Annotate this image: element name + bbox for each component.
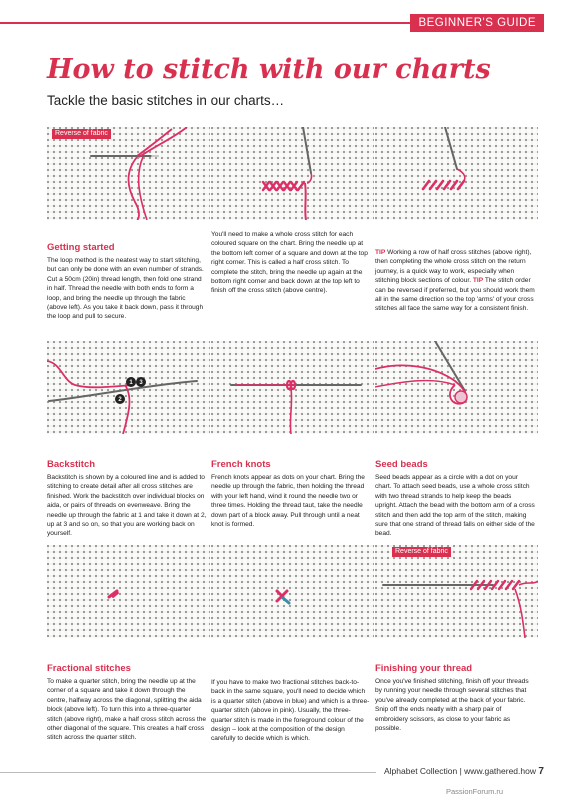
- step-badge: [126, 377, 136, 387]
- watermark: PassionForum.ru: [446, 787, 504, 796]
- heading-french-knots: French knots: [211, 459, 271, 470]
- body-finishing: Once you've finished stitching, finish off your threads by running your needle through several stitches that you've already completed at the back of your fabric. Snip off the ends neatly with a sharp pair of embroidery scissors, as close to your fabric as possible.: [375, 678, 529, 733]
- body-getting-started: The loop method is the neatest way to start stitching, but can only be done with an even number of strands. Cut a 50cm (20in) thread length, then fold one strand in half. Thread the needle with both ends to form a loop, and bring the needle up through the fabric (above left). As you take it back down, pass it through the loop and pull to secure.: [47, 257, 204, 321]
- body-french-knots: French knots appear as dots on your chart. Bring the needle up through the fabric, then holding the thread with your left hand, wind it round the needle two or three times. Holding the thread taut, take the needle down part of a block away. Pull through until a neat knot is formed.: [211, 474, 365, 529]
- tip-label: TIP: [472, 277, 484, 285]
- svg-text:3: 3: [139, 380, 143, 387]
- heading-seed-beads: Seed beads: [375, 459, 428, 470]
- page-title: How to stitch with our charts: [47, 54, 491, 85]
- footer-credit: Alphabet Collection | www.gathered.how: [384, 766, 536, 776]
- body-fractional: To make a quarter stitch, bring the needle up at the corner of a square and take it down through the centre, halfway across the diagonal, splitting the aida block (above left). To turn this into a three-quarter stitch (above right), make a half cross stitch across the other diagonal of the square. This creates a half cross stitch across the quarter stitch.: [47, 678, 207, 742]
- svg-text:2: 2: [118, 397, 122, 404]
- footer-rule: [0, 772, 376, 773]
- photo-french-knots: [211, 341, 374, 434]
- reverse-label: Reverse of fabric: [52, 129, 111, 139]
- photo-backstitch: [47, 341, 210, 434]
- header-rule: [0, 22, 418, 24]
- photo-loop-method: [47, 127, 210, 220]
- photo-seed-beads: [375, 341, 538, 434]
- heading-backstitch: Backstitch: [47, 459, 96, 470]
- body-seed-beads: Seed beads appear as a circle with a dot on your chart. To attach seed beads, use a whole cross stitch with two thread strands to help keep the beads upright. Attach the bead with the bottom arm of a cross stitch and then add the top arm of the stitch, making sure that one strand of thread falls on either side of the bead.: [375, 474, 535, 538]
- footer-text: [384, 766, 544, 777]
- footer: [0, 764, 566, 780]
- section-tab: BEGINNER'S GUIDE: [410, 14, 544, 32]
- body-tips: [375, 248, 535, 314]
- tip-text: Working a row of half cross stitches (above right), then completing the whole cross stitch on the return journey, is a quick way to work, especially when stitching block sections of colour.: [375, 249, 532, 285]
- body-whole-cross: You'll need to make a whole cross stitch for each coloured square on the chart. Bring the needle up at the bottom left corner of a square and down at the top right corner. This is called a half cross stitch. To complete the stitch, bring the needle up again at the bottom right corner and back down at the top left to finish off the cross stitch (above centre).: [211, 231, 368, 295]
- reverse-label: Reverse of fabric: [392, 547, 451, 557]
- tip-text: The stitch order can be reversed if preferred, but you should work them all in the same direction so the top 'arms' of your cross stitches all face the same way for a consistent finish.: [375, 277, 535, 313]
- photo-quarter-stitch: [47, 545, 210, 638]
- heading-getting-started: Getting started: [47, 242, 115, 253]
- tip-label: TIP: [375, 249, 386, 256]
- body-fractional-2: If you have to make two fractional stitches back-to-back in the same square, you'll need to decide which is a quarter stitch (above in blue) and which is a three-quarter stitch (above in pink). Usually, the three-quarter stitch is made in the foreground colour of the design – look at the composition of the design carefully to decide which is which.: [211, 679, 370, 743]
- page-number: 7: [538, 766, 544, 777]
- photo-half-cross-row: [375, 127, 538, 220]
- header-bar: [0, 14, 566, 32]
- photo-finishing-thread: [375, 545, 538, 638]
- heading-finishing: Finishing your thread: [375, 663, 473, 674]
- body-backstitch: Backstitch is shown by a coloured line and is added to stitching to create detail after all cross stitches are finished. Work the backstitch over individual blocks on aida, or pairs of threads on evenweave. Bring the needle up through the fabric at 1 and take it down at 2, up at 3 and so on, so that you are working back on yourself.: [47, 474, 207, 538]
- step-badge: [136, 377, 146, 387]
- photo-three-quarter-stitch: [211, 545, 374, 638]
- step-badge: [115, 394, 125, 404]
- photo-whole-cross: [211, 127, 374, 220]
- svg-text:1: 1: [129, 380, 133, 387]
- heading-fractional: Fractional stitches: [47, 663, 131, 674]
- page-subtitle: Tackle the basic stitches in our charts…: [47, 93, 285, 108]
